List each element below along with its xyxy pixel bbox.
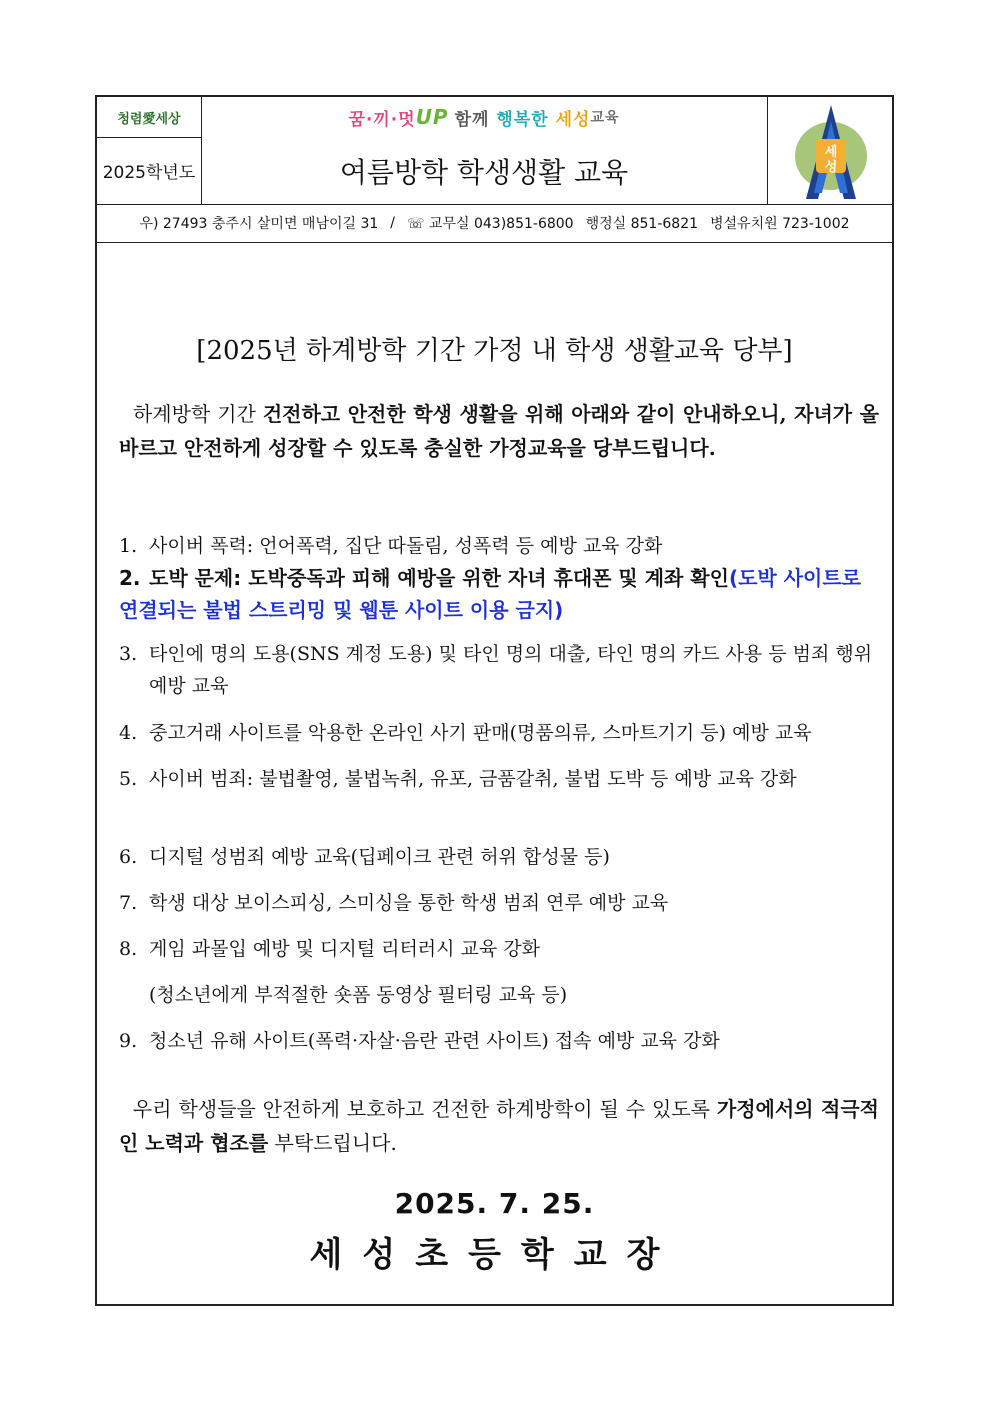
slogan-part: 행복한 bbox=[496, 109, 549, 130]
school-emblem-icon bbox=[786, 101, 876, 201]
integrity-logo-text: 청렴愛세상 bbox=[117, 111, 181, 127]
admin-phone: 행정실 851-6821 bbox=[585, 216, 699, 232]
item-text: 사이버 폭력: 언어폭력, 집단 따돌림, 성폭력 등 예방 교육 강화 bbox=[149, 535, 663, 557]
item-text: 디지털 성범죄 예방 교육(딥페이크 관련 허위 합성물 등) bbox=[149, 846, 610, 868]
list-item bbox=[119, 841, 879, 873]
item-text: 학생 대상 보이스피싱, 스미싱을 통한 학생 범죄 연루 예방 교육 bbox=[149, 892, 669, 914]
item-number: 5. bbox=[119, 768, 138, 790]
list-item bbox=[119, 638, 879, 702]
list-item bbox=[119, 717, 879, 749]
intro-paragraph bbox=[119, 397, 879, 465]
closing-lead: 우리 학생들을 안전하게 보호하고 건전한 하계방학이 될 수 있도록 bbox=[132, 1097, 717, 1121]
slogan-part: 꿈·끼·멋 bbox=[348, 109, 416, 130]
contact-separator: / bbox=[390, 215, 396, 231]
item-text: 청소년 유해 사이트(폭력·자살·음란 관련 사이트) 접속 예방 교육 강화 bbox=[149, 1030, 720, 1052]
kindergarten-phone: 병설유치원 723-1002 bbox=[710, 216, 850, 232]
list-item bbox=[119, 763, 879, 795]
contact-info-bar bbox=[97, 204, 892, 243]
intro-bold: 건전하고 안전한 학생 생활을 위해 아래와 같이 안내하오니, 자녀가 올바르고 안전하게 성장할 수 있도록 충실한 가정교육을 당부드립니다. bbox=[119, 402, 879, 460]
list-item bbox=[119, 887, 879, 919]
list-item-sub bbox=[119, 979, 879, 1011]
closing-bold: 가정에서의 적극적인 노력과 협조를 bbox=[119, 1097, 880, 1155]
item-number: 8. bbox=[119, 938, 138, 960]
slogan-part: 교육 bbox=[590, 110, 620, 126]
item-number: 3. bbox=[119, 643, 138, 665]
page-title: 여름방학 학생생활 교육 bbox=[339, 155, 629, 189]
school-emblem bbox=[767, 97, 893, 204]
item-number: 1. bbox=[119, 535, 138, 557]
integrity-logo bbox=[97, 97, 201, 138]
notice-title: [2025년 하계방학 기간 가정 내 학생 생활교육 당부] bbox=[196, 336, 793, 366]
list-item-emphasis bbox=[119, 562, 879, 626]
issue-date: 2025. 7. 25. bbox=[394, 1187, 595, 1220]
item-number: 4. bbox=[119, 722, 138, 744]
item-number: 2. bbox=[119, 566, 141, 590]
item-number: 7. bbox=[119, 892, 138, 914]
list-item bbox=[119, 933, 879, 965]
list-item bbox=[119, 1025, 879, 1057]
header-left-column bbox=[97, 97, 202, 204]
item-text: 도박 문제: 도박중독과 피해 예방을 위한 자녀 휴대폰 및 계좌 확인 bbox=[149, 566, 729, 590]
closing-paragraph bbox=[119, 1092, 879, 1160]
school-address: 우) 27493 충주시 살미면 매남이길 31 bbox=[139, 216, 379, 232]
school-year: 2025학년도 bbox=[102, 163, 196, 183]
item-text: 게임 과몰입 예방 및 디지털 리터러시 교육 강화 bbox=[149, 938, 541, 960]
intro-lead: 하계방학 기간 bbox=[132, 402, 263, 426]
header-top-row bbox=[97, 97, 892, 205]
principal-signature: 세성초등학교장 bbox=[309, 1235, 680, 1275]
item-number: 9. bbox=[119, 1030, 138, 1052]
item-subtext: (청소년에게 부적절한 숏폼 동영상 필터링 교육 등) bbox=[149, 984, 568, 1006]
emblem-char: 세 bbox=[824, 144, 837, 160]
slogan-part: UP bbox=[415, 105, 449, 129]
slogan-part: 함께 bbox=[454, 109, 490, 130]
list-item bbox=[119, 530, 879, 562]
item-text: 타인에 명의 도용(SNS 계정 도용) 및 타인 명의 대출, 타인 명의 카드 사용 등 범죄 행위 예방 교육 bbox=[149, 643, 873, 697]
document-frame bbox=[95, 95, 894, 1306]
slogan-part: 세성 bbox=[555, 109, 591, 130]
item-text: 사이버 범죄: 불법촬영, 불법녹취, 유포, 금품갈취, 불법 도박 등 예방 교육 강화 bbox=[149, 768, 797, 790]
office-phone: ☏ 교무실 043)851-6800 bbox=[407, 216, 574, 232]
education-slogan bbox=[201, 97, 767, 137]
item-text: 중고거래 사이트를 악용한 온라인 사기 판매(명품의류, 스마트기기 등) 예방 교육 bbox=[149, 722, 812, 744]
closing-tail: 부탁드립니다. bbox=[268, 1131, 397, 1155]
item-number: 6. bbox=[119, 846, 138, 868]
item-highlight: (도박 사이트로 연결되는 불법 스트리밍 및 웹툰 사이트 이용 금지) bbox=[119, 566, 861, 622]
emblem-char: 성 bbox=[824, 159, 837, 175]
